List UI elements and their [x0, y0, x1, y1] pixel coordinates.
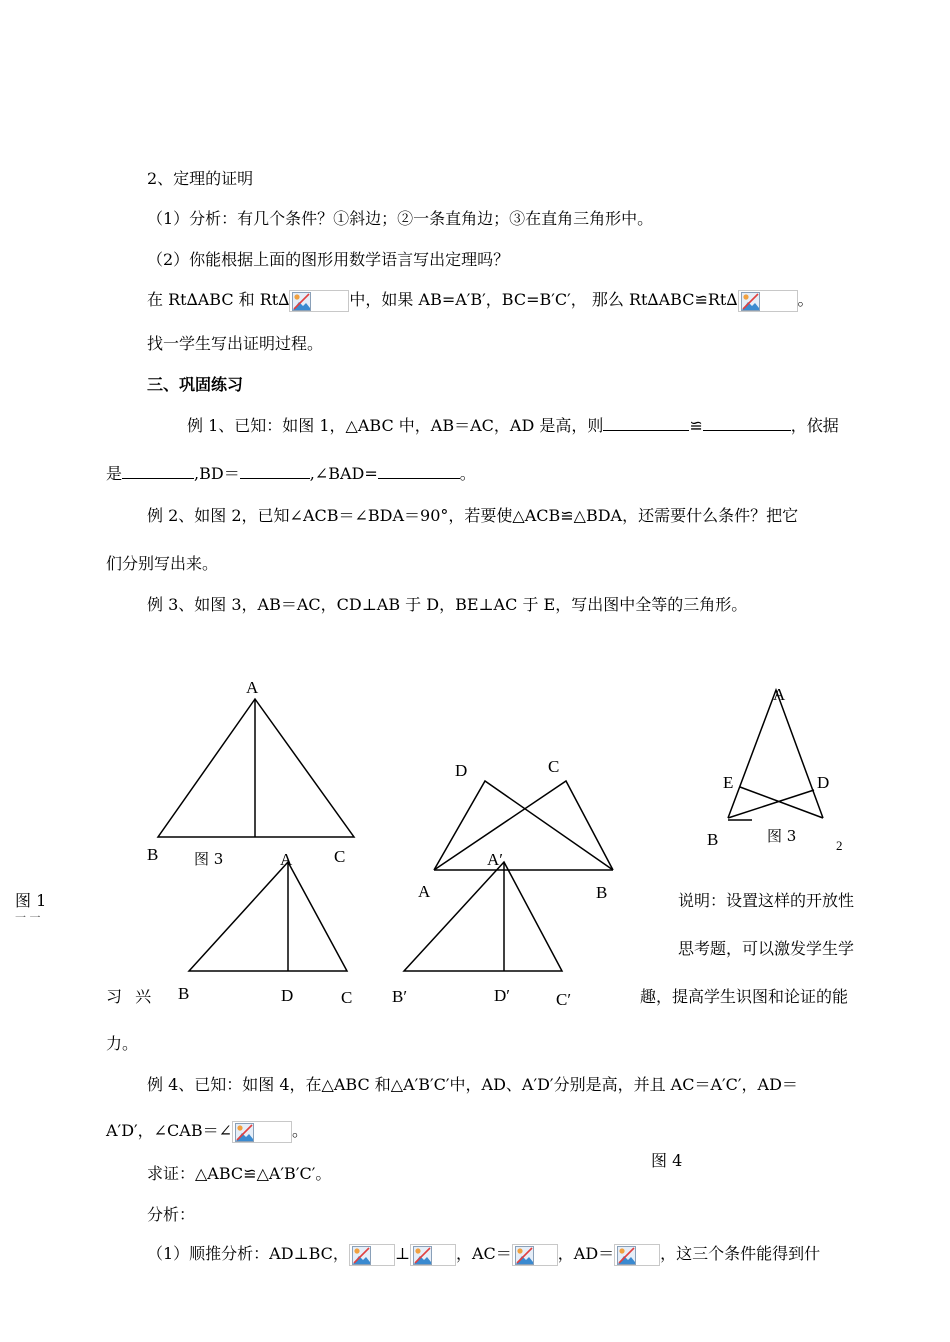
- ex4-text-a: A′D′，∠CAB＝∠: [106, 1121, 233, 1140]
- ex1-text-d: ,BD＝: [194, 464, 240, 483]
- forward-text-c: ，AD＝: [557, 1244, 615, 1263]
- forward-text-d: ，这三个条件能得到什: [660, 1244, 821, 1263]
- broken-image-icon: [232, 1121, 292, 1143]
- example3-line: 例 3、如图 3，AB＝AC，CD⊥AB 于 D，BE⊥AC 于 E，写出图中全等的三角形。: [147, 595, 748, 614]
- ex1-text-a: 例 1、已知：如图 1，△ABC 中，AB＝AC，AD 是高，则: [187, 416, 604, 435]
- fig4-left-label-c: C: [341, 988, 353, 1007]
- analysis-line: （1）分析：有几个条件？①斜边；②一条直角边；③在直角三角形中。: [147, 209, 654, 228]
- ex1-text-e: ,∠BAD=: [309, 464, 378, 483]
- fig3-label-b: B: [707, 830, 719, 849]
- practice-section-title: 三、巩固练习: [147, 375, 244, 394]
- fig2-triangle-d: [434, 781, 613, 870]
- prove-line: 求证：△ABC≌△A′B′C′。: [147, 1164, 332, 1183]
- example4-line2: [106, 1120, 308, 1143]
- example2-line1: 例 2、如图 2，已知∠ACB＝∠BDA＝90°，若要使△ACB≌△BDA，还需要什么条件？把它: [147, 506, 799, 525]
- ex1-congruent: ≌: [689, 416, 703, 435]
- fig2-label-a: A: [418, 882, 431, 901]
- fig3-caption: 图 3: [767, 827, 797, 845]
- forward-analysis-line: [147, 1243, 820, 1266]
- note-line2: 思考题，可以激发学生学: [678, 939, 855, 958]
- statement-part-b: 中，如果 AB=A′B′，BC=B′C′， 那么 Rt∆ABC≌Rt∆: [349, 290, 738, 309]
- fig4-right-label-c: C′: [556, 990, 572, 1009]
- fig3-sides: [728, 690, 823, 818]
- fig3-label-d: D: [817, 773, 830, 792]
- proof-section-title: 2、定理的证明: [147, 169, 254, 188]
- fig4-left-triangle: [189, 862, 347, 971]
- note-line4: 力。: [106, 1034, 139, 1053]
- fig3-label-a: A: [773, 685, 786, 704]
- margin-cut-text: 一 一: [15, 911, 41, 924]
- note-line1: 说明：设置这样的开放性: [678, 891, 855, 910]
- statement-end: 。: [797, 290, 814, 309]
- fig1-label-a: A: [246, 678, 259, 697]
- fig4-left-label-a: A: [280, 850, 293, 869]
- fig2-label-c: C: [548, 757, 560, 776]
- ex1-end: 。: [459, 464, 476, 483]
- ex1-text-b: ，依据: [790, 416, 839, 435]
- fig4-right-label-a: A′: [487, 850, 503, 869]
- margin-figure-label: 图 1: [15, 891, 47, 910]
- fig2-label-d: D: [455, 761, 468, 780]
- ex1-text-c: 是: [106, 464, 123, 483]
- statement-part-a: 在 Rt∆ABC 和 Rt∆: [147, 290, 290, 309]
- fig1-label-c: C: [334, 847, 346, 866]
- fig2-label-b: B: [596, 883, 608, 902]
- fig1-triangle: [158, 699, 354, 837]
- analysis-title: 分析：: [147, 1205, 196, 1224]
- fig4-left-label-d: D: [281, 986, 294, 1005]
- example2-line2: 们分别写出来。: [106, 554, 219, 573]
- student-line: 找一学生写出证明过程。: [147, 334, 324, 353]
- fig4-left-label-b: B: [178, 984, 190, 1003]
- example4-line1: 例 4、已知：如图 4，在△ABC 和△A′B′C′中，AD、A′D′分别是高，并且 AC＝A′C′，AD＝: [147, 1075, 798, 1094]
- figure4-caption: 图 4: [651, 1151, 683, 1170]
- ex4-end: 。: [292, 1121, 309, 1140]
- fig1-label-b: B: [147, 845, 159, 864]
- broken-image-icon: [512, 1244, 558, 1266]
- fig3-label-e: E: [723, 773, 734, 792]
- forward-text-b: ，AC＝: [455, 1244, 512, 1263]
- fig3-segment-cd: [728, 790, 814, 818]
- question-line: （2）你能根据上面的图形用数学语言写出定理吗？: [147, 250, 510, 269]
- note-line3-right: 趣，提高学生识图和论证的能: [640, 987, 849, 1006]
- forward-perp: ⊥: [394, 1244, 410, 1263]
- fig4-right-label-d: D′: [494, 986, 510, 1005]
- fig2-triangle-c: [434, 781, 613, 870]
- fig4-right-label-b: B′: [392, 987, 408, 1006]
- broken-image-icon: [349, 1244, 395, 1266]
- note-line3-left: 习 兴: [106, 987, 156, 1006]
- broken-image-icon: [410, 1244, 456, 1266]
- broken-image-icon: [614, 1244, 660, 1266]
- forward-text-a: （1）顺推分析：AD⊥BC，: [147, 1244, 349, 1263]
- fig4-right-triangle: [404, 862, 562, 971]
- fig3-cut-label: 2: [836, 838, 843, 853]
- fig1-caption: 图 3: [194, 850, 224, 868]
